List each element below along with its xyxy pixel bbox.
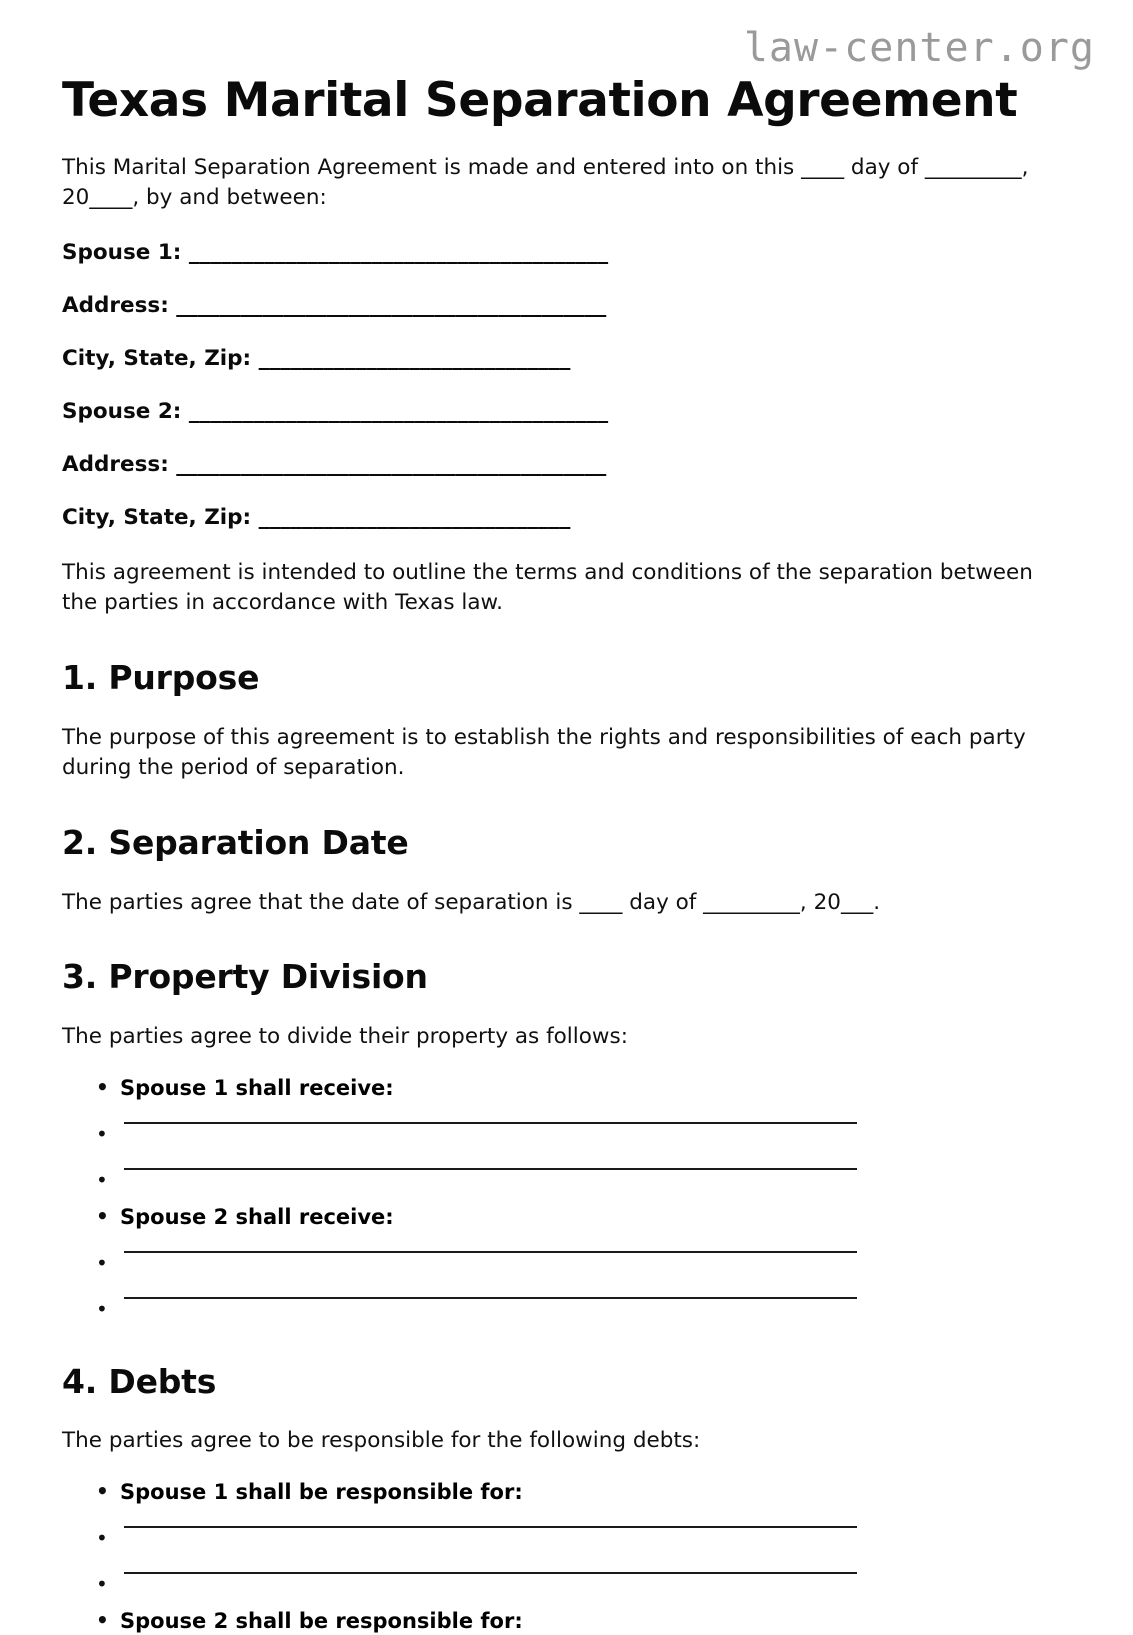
section-heading-purpose: 1. Purpose: [62, 657, 260, 697]
fill-in-rule[interactable]: [124, 1297, 857, 1299]
party-field-address-1: [62, 291, 1071, 320]
list-item[interactable]: [120, 1572, 1071, 1598]
field-blank[interactable]: ________________________________________: [176, 451, 607, 477]
section-body-separation-date: The parties agree that the date of separation is ____ day of _________, 20___.: [62, 889, 881, 915]
list-item[interactable]: [120, 1122, 1071, 1148]
list-item[interactable]: [120, 1526, 1071, 1552]
field-blank[interactable]: _____________________________: [258, 504, 571, 530]
party-field-spouse-1: [62, 238, 1071, 267]
debts-list: [62, 1479, 1071, 1635]
field-label: Address:: [62, 451, 169, 477]
page-title: Texas Marital Separation Agreement: [62, 73, 1018, 128]
party-field-spouse-2: [62, 397, 1071, 426]
intro-paragraph: This Marital Separation Agreement is made and entered into on this ____ day of _________, 20____, by and between:: [62, 154, 1029, 211]
site-watermark: law-center.org: [743, 25, 1095, 71]
field-blank[interactable]: _______________________________________: [188, 239, 609, 265]
fill-in-rule[interactable]: [124, 1526, 857, 1528]
property-division-list: [62, 1075, 1071, 1323]
field-label: Address:: [62, 292, 169, 318]
list-item: • Spouse 1 shall be responsible for:: [120, 1479, 1071, 1506]
section-heading-separation-date: 2. Separation Date: [62, 822, 409, 862]
field-blank[interactable]: ________________________________________: [176, 292, 607, 318]
list-item[interactable]: [120, 1297, 1071, 1323]
fill-in-rule[interactable]: [124, 1251, 857, 1253]
field-label: Spouse 2:: [62, 398, 182, 424]
party-field-city-state-zip-1: [62, 344, 1071, 373]
field-blank[interactable]: _______________________________________: [188, 398, 609, 424]
fill-in-rule[interactable]: [124, 1168, 857, 1170]
section-body-purpose: The purpose of this agreement is to establish the rights and responsibilities of each party during the period of separation.: [62, 724, 1026, 781]
section-heading-property-division: 3. Property Division: [62, 957, 428, 997]
party-field-city-state-zip-2: [62, 503, 1071, 532]
field-blank[interactable]: _____________________________: [258, 345, 571, 371]
list-item: • Spouse 1 shall receive:: [120, 1075, 1071, 1102]
field-label: Spouse 1:: [62, 239, 182, 265]
list-item[interactable]: [120, 1168, 1071, 1194]
field-label: City, State, Zip:: [62, 345, 252, 371]
fill-in-rule[interactable]: [124, 1122, 857, 1124]
party-field-address-2: [62, 450, 1071, 479]
section-body-debts: The parties agree to be responsible for the following debts:: [62, 1428, 701, 1454]
section-body-property-division: The parties agree to divide their property as follows:: [62, 1024, 628, 1050]
section-heading-debts: 4. Debts: [62, 1361, 217, 1401]
intent-paragraph: This agreement is intended to outline the terms and conditions of the separation between the parties in accordance with Texas law.: [62, 559, 1033, 616]
list-item[interactable]: [120, 1251, 1071, 1277]
fill-in-rule[interactable]: [124, 1572, 857, 1574]
list-item: • Spouse 2 shall be responsible for:: [120, 1608, 1071, 1635]
list-item: • Spouse 2 shall receive:: [120, 1204, 1071, 1231]
field-label: City, State, Zip:: [62, 504, 252, 530]
